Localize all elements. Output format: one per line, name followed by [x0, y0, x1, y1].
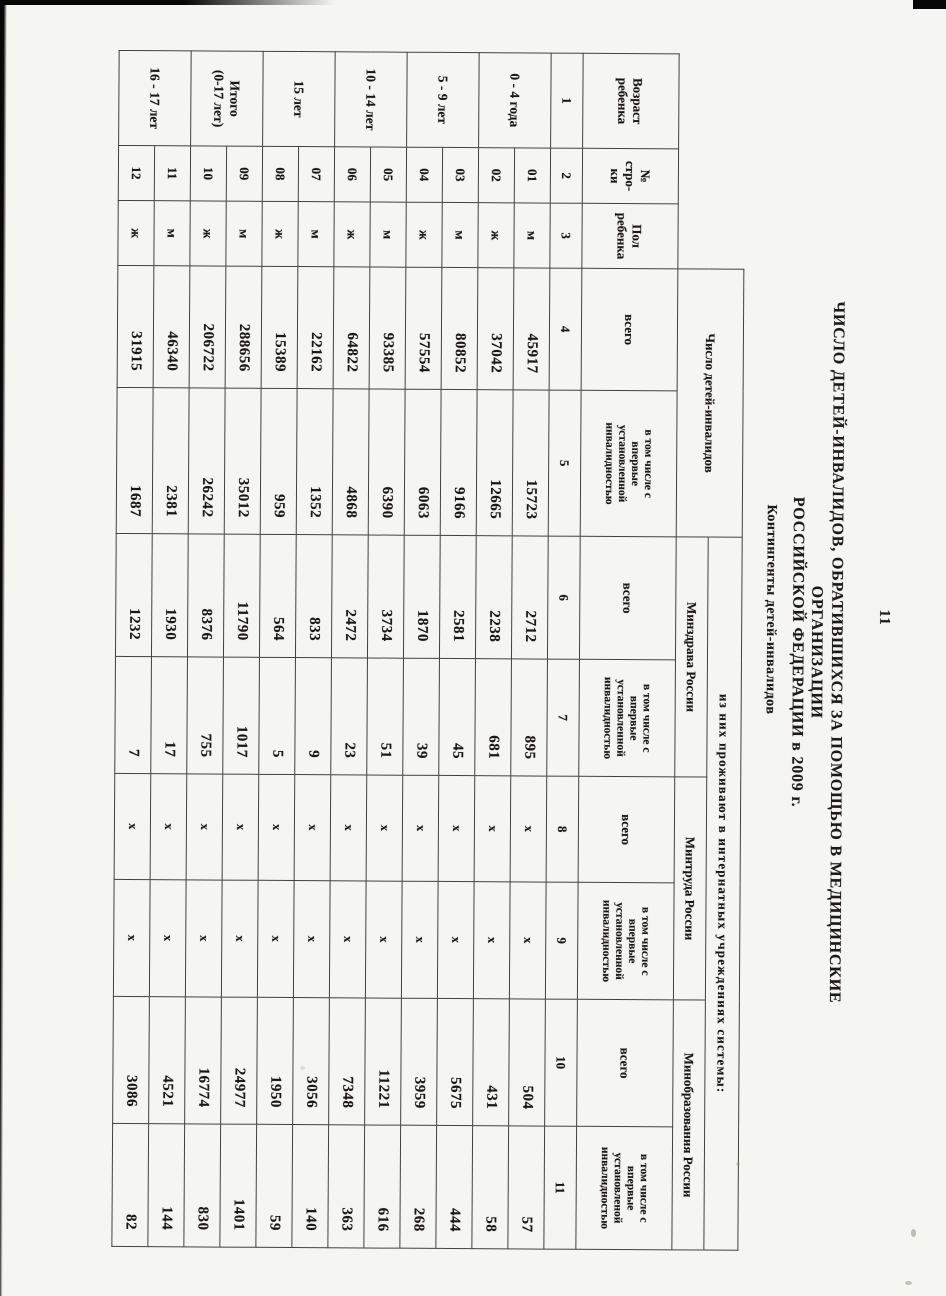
- column-header-row: [576, 53, 679, 1250]
- document-subtitle: Контингенты детей-инвалидов: [762, 504, 779, 715]
- column-number-cell: 1: [551, 53, 584, 148]
- group-header-minobr: Минобразования России: [672, 1000, 706, 1250]
- sex-cell: м: [298, 202, 334, 267]
- value-cell: 564: [259, 534, 296, 657]
- sex-cell: м: [370, 202, 406, 267]
- value-cell: х: [114, 773, 151, 879]
- group-header-institutions: из них проживают в интернатных учреждениях системы:: [704, 537, 742, 1250]
- group-header-mintrud: Минтруда России: [673, 777, 706, 1000]
- sex-cell: м: [154, 201, 190, 266]
- value-cell: 4868: [332, 389, 369, 535]
- value-cell: 1017: [223, 657, 260, 774]
- value-cell: 64822: [333, 267, 370, 389]
- value-cell: х: [365, 881, 402, 998]
- sex-cell: ж: [478, 203, 514, 268]
- column-number-cell: 8: [546, 776, 579, 882]
- table-row: [220, 51, 263, 1247]
- col-header-age: Возраст ребенка: [583, 53, 680, 149]
- table-row: [436, 52, 479, 1248]
- row-number-cell: 10: [190, 146, 226, 201]
- value-cell: 31915: [117, 265, 154, 387]
- value-cell: 3734: [367, 535, 404, 658]
- scan-speck: [911, 1229, 916, 1237]
- value-cell: 6063: [404, 389, 441, 535]
- col-header-total-10: всего: [577, 999, 674, 1127]
- value-cell: 59: [256, 1124, 293, 1247]
- value-cell: х: [474, 776, 511, 882]
- row-number-cell: 09: [226, 146, 262, 201]
- value-cell: х: [509, 882, 546, 999]
- value-cell: 57: [508, 1126, 545, 1249]
- value-cell: х: [438, 775, 475, 881]
- column-number-cell: 11: [544, 1126, 577, 1249]
- value-cell: 16774: [185, 997, 222, 1124]
- value-cell: 895: [511, 659, 548, 776]
- title-line-3: РОССИЙСКОЙ ФЕДЕРАЦИИ в 2009 г.: [788, 496, 807, 808]
- value-cell: х: [185, 880, 222, 997]
- value-cell: 9: [295, 658, 332, 775]
- value-cell: 57554: [405, 267, 442, 389]
- table-header: [544, 53, 745, 1250]
- row-number-cell: 03: [442, 147, 478, 202]
- title-line-2: ОРГАНИЗАЦИИ: [808, 585, 826, 719]
- scan-speck: [300, 1066, 305, 1070]
- value-cell: 51: [367, 658, 404, 775]
- table-row: [256, 51, 299, 1247]
- value-cell: х: [366, 775, 403, 881]
- table-row: [184, 51, 227, 1247]
- value-cell: 2381: [152, 388, 189, 534]
- value-cell: 1352: [296, 389, 333, 535]
- row-number-cell: 12: [118, 145, 154, 200]
- column-number-cell: 6: [547, 536, 580, 659]
- value-cell: 959: [260, 388, 297, 534]
- value-cell: 3056: [293, 998, 330, 1125]
- row-number-cell: 11: [154, 146, 190, 201]
- row-number-cell: 06: [334, 147, 370, 202]
- age-group-cell: 16 - 17 лет: [119, 50, 192, 145]
- col-header-first-established-9: в том числе с впервые установленной инвалидностью: [577, 882, 674, 1000]
- value-cell: 5: [259, 657, 296, 774]
- value-cell: 15389: [261, 266, 298, 388]
- column-number-cell: 10: [545, 999, 578, 1126]
- value-cell: 9166: [440, 389, 477, 535]
- row-number-cell: 08: [262, 146, 298, 201]
- scan-edge-artifact-top: [0, 0, 335, 5]
- value-cell: 22162: [297, 267, 334, 389]
- table-row: [328, 52, 371, 1248]
- column-number-cell: 3: [550, 203, 582, 268]
- value-cell: 833: [295, 535, 332, 658]
- value-cell: 363: [328, 1125, 365, 1248]
- table-body: [112, 50, 551, 1249]
- age-group-cell: 15 лет: [263, 51, 336, 146]
- sex-cell: ж: [334, 202, 370, 267]
- title-line-1: ЧИСЛО ДЕТЕЙ-ИНВАЛИДОВ, ОБРАТИВШИХСЯ ЗА ПОМОЩЬЮ В МЕДИЦИНСКИЕ: [825, 301, 848, 1004]
- column-number-cell: 5: [548, 390, 581, 536]
- value-cell: 830: [184, 1124, 221, 1247]
- sex-cell: ж: [262, 201, 298, 266]
- value-cell: 15723: [512, 390, 549, 536]
- value-cell: 140: [292, 1125, 329, 1248]
- sex-cell: ж: [190, 201, 226, 266]
- value-cell: 755: [187, 657, 224, 774]
- table-row: [472, 53, 515, 1249]
- value-cell: х: [186, 774, 223, 880]
- value-cell: 3086: [113, 996, 150, 1123]
- sex-cell: ж: [406, 202, 442, 267]
- value-cell: 1950: [257, 997, 294, 1124]
- sex-cell: м: [226, 201, 262, 266]
- sex-cell: м: [442, 202, 478, 267]
- value-cell: 2238: [475, 536, 512, 659]
- value-cell: 45: [439, 658, 476, 775]
- value-cell: 11790: [223, 534, 260, 657]
- document-title: [784, 54, 850, 1250]
- table-row: [112, 50, 155, 1246]
- col-header-first-established-11: в том числе с впервые установленой инвалидностью: [576, 1126, 673, 1250]
- row-number-cell: 01: [514, 148, 550, 203]
- value-cell: х: [258, 774, 295, 880]
- sex-cell: ж: [118, 200, 154, 265]
- value-cell: 6390: [368, 389, 405, 535]
- value-cell: х: [473, 882, 510, 999]
- value-cell: х: [294, 775, 331, 881]
- value-cell: 3959: [401, 998, 438, 1125]
- value-cell: 681: [475, 659, 512, 776]
- value-cell: х: [293, 881, 330, 998]
- value-cell: 1930: [151, 534, 188, 657]
- row-number-cell: 02: [478, 148, 514, 203]
- value-cell: 26242: [188, 388, 225, 534]
- column-number-cell: 7: [547, 659, 580, 776]
- value-cell: х: [221, 880, 258, 997]
- group-header-row-1: [704, 54, 745, 1250]
- table-row: [364, 52, 407, 1248]
- value-cell: х: [150, 774, 187, 880]
- value-cell: 11221: [365, 998, 402, 1125]
- col-header-total-6: всего: [579, 536, 676, 660]
- value-cell: 80852: [441, 267, 478, 389]
- value-cell: 504: [509, 999, 546, 1126]
- value-cell: 35012: [224, 388, 261, 534]
- table-row: [400, 52, 443, 1248]
- table-notch-spacer: [678, 54, 745, 269]
- column-number-cell: 2: [550, 148, 582, 203]
- value-cell: х: [113, 879, 150, 996]
- value-cell: 93385: [369, 267, 406, 389]
- age-group-cell: 10 - 14 лет: [335, 52, 408, 147]
- value-cell: 268: [400, 1125, 437, 1248]
- value-cell: х: [149, 880, 186, 997]
- value-cell: 144: [148, 1124, 185, 1247]
- value-cell: 1232: [115, 533, 152, 656]
- column-number-cell: 4: [549, 268, 582, 390]
- value-cell: 46340: [153, 266, 190, 388]
- value-cell: 1687: [116, 387, 153, 533]
- value-cell: 1401: [220, 1124, 257, 1247]
- value-cell: х: [510, 776, 547, 882]
- value-cell: 2581: [439, 535, 476, 658]
- row-number-cell: 04: [406, 147, 442, 202]
- group-header-children-count: Число детей-инвалидов: [676, 269, 744, 537]
- value-cell: 288656: [225, 266, 262, 388]
- value-cell: 1870: [403, 535, 440, 658]
- value-cell: 2472: [331, 535, 368, 658]
- value-cell: 4521: [149, 997, 186, 1124]
- value-cell: х: [401, 881, 438, 998]
- value-cell: 5675: [437, 998, 474, 1125]
- col-header-first-established-7: в том числе с впервые установленной инвалидностью: [579, 659, 676, 777]
- value-cell: 616: [364, 1125, 401, 1248]
- value-cell: 23: [331, 658, 368, 775]
- group-header-minzdrav: Минздрава России: [675, 537, 708, 777]
- value-cell: 58: [472, 1126, 509, 1249]
- value-cell: 24977: [221, 997, 258, 1124]
- scan-speck: [905, 1281, 912, 1285]
- column-number-cell: 9: [545, 882, 578, 999]
- row-number-cell: 07: [298, 147, 334, 202]
- value-cell: х: [330, 775, 367, 881]
- value-cell: х: [437, 881, 474, 998]
- value-cell: 12665: [476, 390, 513, 536]
- value-cell: 8376: [187, 534, 224, 657]
- scan-speck: [736, 1162, 740, 1166]
- value-cell: 37042: [477, 268, 514, 390]
- value-cell: х: [257, 880, 294, 997]
- value-cell: 39: [403, 658, 440, 775]
- value-cell: х: [329, 881, 366, 998]
- age-group-cell: 0 - 4 года: [479, 53, 552, 148]
- table-row: [148, 51, 191, 1247]
- value-cell: 82: [112, 1123, 149, 1246]
- col-header-first-established-5: в том числе с впервые установленной инвалидностью: [580, 390, 677, 537]
- col-header-row-no: № стро- ки: [582, 148, 678, 204]
- statistics-table: [111, 50, 745, 1251]
- value-cell: 7348: [329, 998, 366, 1125]
- value-cell: 7: [115, 656, 152, 773]
- age-group-cell: 5 - 9 лет: [407, 52, 480, 147]
- value-cell: х: [222, 774, 259, 880]
- age-group-cell: Итого (0-17 лет): [191, 51, 264, 146]
- row-number-cell: 05: [370, 147, 406, 202]
- page-number: 11: [876, 609, 893, 626]
- value-cell: 45917: [513, 268, 550, 390]
- value-cell: 17: [151, 657, 188, 774]
- scan-edge-artifact-top-right: [913, 0, 946, 9]
- sex-cell: м: [514, 203, 550, 268]
- value-cell: 206722: [189, 266, 226, 388]
- col-header-sex: Пол ребенка: [582, 203, 678, 269]
- table-row: [508, 53, 551, 1249]
- value-cell: х: [402, 775, 439, 881]
- col-header-total-8: всего: [578, 776, 675, 883]
- value-cell: 444: [436, 1125, 473, 1248]
- value-cell: 431: [473, 999, 510, 1126]
- value-cell: 2712: [511, 536, 548, 659]
- table-row: [292, 52, 335, 1248]
- col-header-total-4: всего: [581, 268, 678, 391]
